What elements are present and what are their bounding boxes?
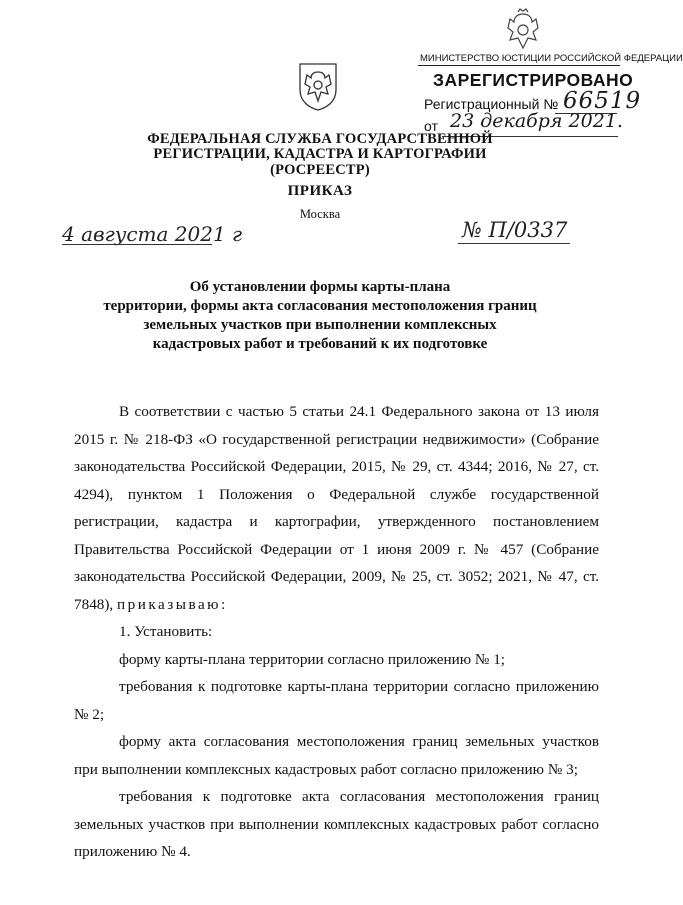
subject-line-3: земельных участков при выполнении комплексных (143, 317, 497, 333)
agency-name-line-2: РЕГИСТРАЦИИ, КАДАСТРА И КАРТОГРАФИИ (153, 146, 487, 162)
handwritten-date: 4 августа 2021 г (62, 222, 243, 246)
stamp-date-value: 23 декабря 2021. (450, 110, 623, 132)
number-underline (458, 243, 570, 244)
subject-line-4: кадастровых работ и требований к их подготовке (152, 336, 488, 352)
stamp-reg-label: Регистрационный № (424, 96, 559, 112)
stamp-date-label: от (424, 118, 438, 134)
stamp-reg-number: 66519 (563, 88, 642, 114)
date-underline (62, 244, 212, 245)
intro-text: В соответствии с частью 5 статьи 24.1 Федерального закона от 13 июля 2015 г. № 218-ФЗ «О государственной регистрации недвижимости» (Собрание законодательства Российской Федерации, 2015, № 29, ст. 4344; 2016, № 27, ст. 4294), пунктом 1 Положения о Федеральной службе государственной регистрации, кадастра и картографии, утвержденного постановлением Правительства Российской Федерации от 1 июня 2009 г. № 457 (Собрание законодательства Российской Федерации, 2009, № 25, ст. 3052; 2021, № 47, ст. 7848), (74, 403, 599, 613)
handwritten-number: № П/0337 (462, 218, 568, 242)
item-1-d: требования к подготовке акта согласования местоположения границ земельных участков при выполнении комплексных кадастровых работ согласно приложению № 4. (74, 788, 599, 860)
item-1-a: форму карты-плана территории согласно приложению № 1; (119, 650, 506, 668)
subject-line-2: территории, формы акта согласования местоположения границ (103, 298, 537, 314)
agency-name-line-1: ФЕДЕРАЛЬНАЯ СЛУЖБА ГОСУДАРСТВЕННОЙ (147, 131, 493, 147)
stamp-coat-of-arms-icon (498, 6, 548, 56)
intro-paragraph (74, 398, 599, 618)
document-type: ПРИКАЗ (287, 183, 353, 199)
order-word: приказываю: (117, 595, 228, 613)
item-1-b: требования к подготовке карты-плана территории согласно приложению № 2; (74, 678, 599, 723)
city: Москва (299, 207, 341, 221)
document-body (74, 398, 599, 866)
stamp-ministry: МИНИСТЕРСТВО ЮСТИЦИИ РОССИЙСКОЙ ФЕДЕРАЦИИ (420, 53, 683, 64)
item-1: 1. Установить: (119, 623, 213, 640)
subject-line-1: Об установлении формы карты-плана (189, 279, 451, 295)
agency-coat-of-arms-icon (296, 60, 340, 112)
document-subject (60, 278, 580, 354)
stamp-status: ЗАРЕГИСТРИРОВАНО (433, 70, 634, 90)
agency-name-abbr: (РОСРЕЕСТР) (270, 162, 370, 178)
item-1-c: форму акта согласования местоположения границ земельных участков при выполнении комплексных кадастровых работ согласно приложению № 3; (74, 733, 599, 778)
stamp-divider (418, 65, 620, 66)
